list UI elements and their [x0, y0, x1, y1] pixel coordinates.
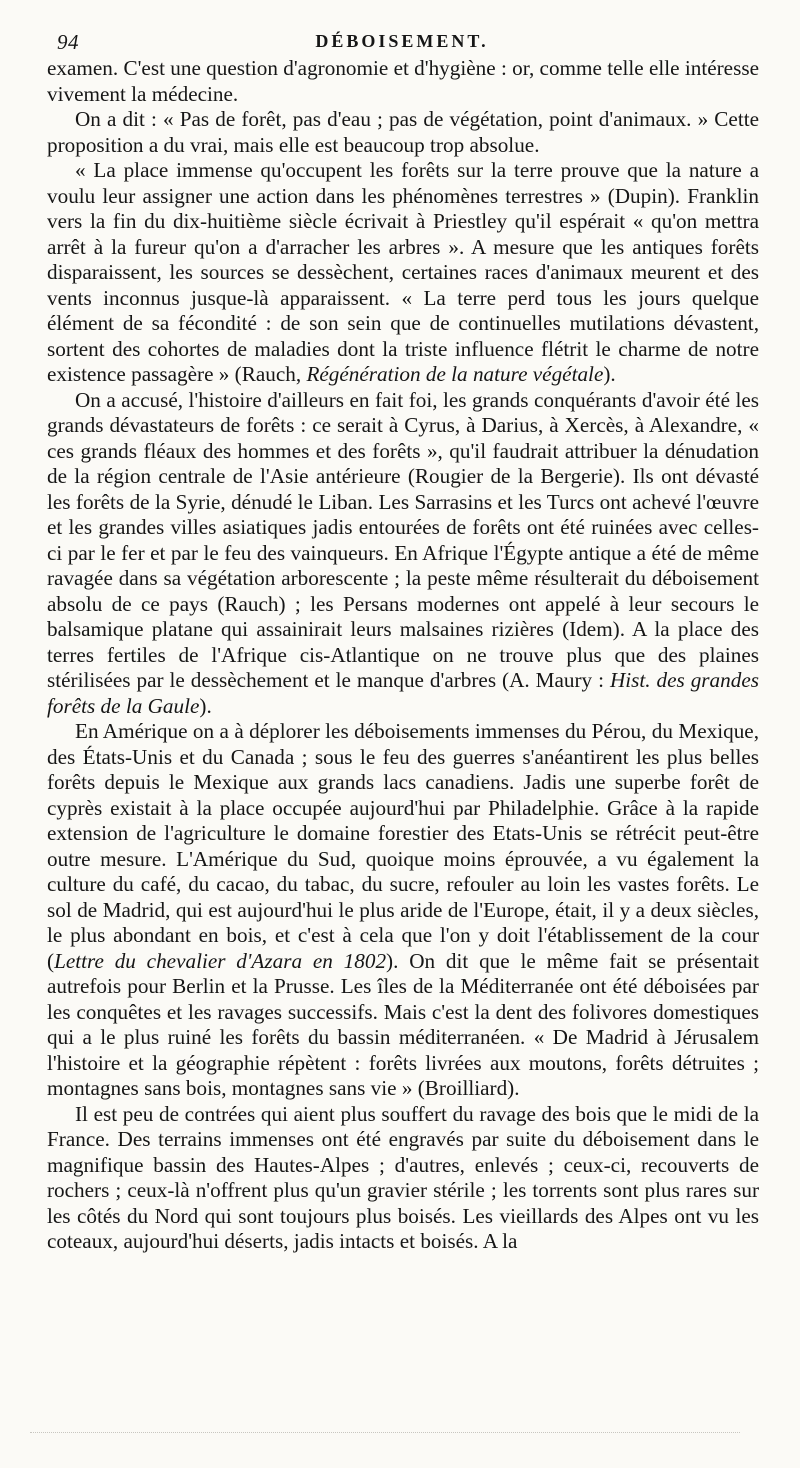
italic-title: Régénération de la nature végétale — [306, 362, 604, 386]
paragraph — [47, 1102, 759, 1255]
text-run: On a accusé, l'histoire d'ailleurs en fait foi, les grands conquérants d'avoir été les grands dévastateurs de forêts : ce serait à Cyrus, à Darius, à Xercès, à Alexandre, « ces grands fléaux des hommes et des forêts », qu'il faudrait attribuer la dénudation de la région centrale de l'Asie antérieure (Rougier de la Bergerie). Ils ont dévasté les forêts de la Syrie, dénudé le Liban. Les Sarrasins et les Turcs ont achevé l'œuvre et les grandes villes asiatiques jadis entourées de forêts ont été ruinées avec celles-ci par le fer et par le feu des vainqueurs. En Afrique l'Égypte antique a été de même ravagée dans sa végétation arborescente ; la peste même résulterait du déboisement absolu de ce pays (Rauch) ; les Persans modernes ont appelé à leur secours le balsamique platane qui assainirait leurs malsaines rizières (Idem). A la place des terres fertiles de l'Afrique cis-Atlantique on ne trouve plus que des plaines stérilisées par le dessèchement et le manque d'arbres (A. Maury : — [47, 387, 759, 692]
text-run: ). — [199, 693, 212, 718]
text-run: Il est peu de contrées qui aient plus souffert du ravage des bois que le midi de la France. Des terrains immenses ont été engravés par suite du déboisement dans le magnifique bassin des Hautes-Alpes ; d'autres, enlevés ; ceux-ci, recouverts de rochers ; ceux-là n'offrent plus qu'un gravier stérile ; les torrents sont plus rares sur les côtés du Nord qui sont toujours plus boisés. Les vieillards des Alpes ont vu les coteaux, aujourd'hui déserts, jadis intacts et boisés. A la — [47, 1101, 759, 1253]
paragraph — [47, 56, 759, 107]
text-run: ). On dit que le même fait se présentait autrefois pour Berlin et la Prusse. Les îles de la Méditerranée ont été déboisées par les conquêtes et les ravages successifs. Mais c'est la dent des folivores domestiques qui a le plus ruiné les forêts du bassin méditerranéen. « De Madrid à Jérusalem l'histoire et la géographie répètent : forêts livrées aux moutons, forêts détruites ; montagnes sans bois, montagnes sans vie » (Broilliard). — [47, 948, 759, 1100]
body-text — [47, 56, 759, 1255]
paragraph — [47, 107, 759, 158]
text-run: En Amérique on a à déplorer les déboisements immenses du Pérou, du Mexique, des États-Unis et du Canada ; sous le feu des guerres s'anéantirent les plus belles forêts depuis le Mexique aux grands lacs canadiens. Jadis une superbe forêt de cyprès existait à la place occupée aujourd'hui par Philadelphie. Grâce à la rapide extension de l'agriculture le domaine forestier des Etats-Unis se rétrécit peut-être outre mesure. L'Amérique du Sud, quoique moins éprouvée, a vu également la culture du café, du cacao, du tabac, du sucre, refouler au loin les vastes forêts. Le sol de Madrid, qui est aujourd'hui le plus aride de l'Europe, était, il y a deux siècles, le plus abondant en bois, et c'est à cela que l'on y doit l'établissement de la cour ( — [47, 719, 759, 973]
text-run: « La place immense qu'occupent les forêts sur la terre prouve que la nature a voulu leur assigner une action dans les phénomènes terrestres » (Dupin). Franklin vers la fin du dix-huitième siècle écrivait à Priestley qu'il espérait « qu'on mettra arrêt à la fureur qu'on a d'arracher les arbres ». A mesure que les antiques forêts disparaissent, les sources se dessèchent, certaines races d'animaux meurent et des vents inconnus jusque-là apparaissent. « La terre perd tous les jours quelque élément de sa fécondité : de son sein que de continuelles mutilations dévastent, sortent des cohortes de maladies dont la triste influence flétrit le charme de notre existence passagère » (Rauch, — [47, 158, 759, 386]
paragraph — [47, 158, 759, 388]
page-number: 94 — [57, 30, 79, 54]
paragraph — [47, 719, 759, 1102]
running-header — [47, 30, 757, 54]
chapter-title: DÉBOISEMENT. — [315, 31, 489, 51]
text-run: On a dit : « Pas de forêt, pas d'eau ; pas de végétation, point d'animaux. » Cette proposition a du vrai, mais elle est beaucoup trop absolue. — [47, 107, 759, 157]
paragraph — [47, 388, 759, 720]
italic-title: Lettre du chevalier d'Azara en 1802 — [54, 948, 387, 973]
italic-title: Hist. des grandes forêts de la Gaule — [47, 668, 759, 718]
text-run: ). — [603, 362, 616, 386]
footer-rule — [30, 1432, 740, 1433]
text-run: examen. C'est une question d'agronomie et d'hygiène : or, comme telle elle intéresse vivement la médecine. — [47, 56, 759, 106]
